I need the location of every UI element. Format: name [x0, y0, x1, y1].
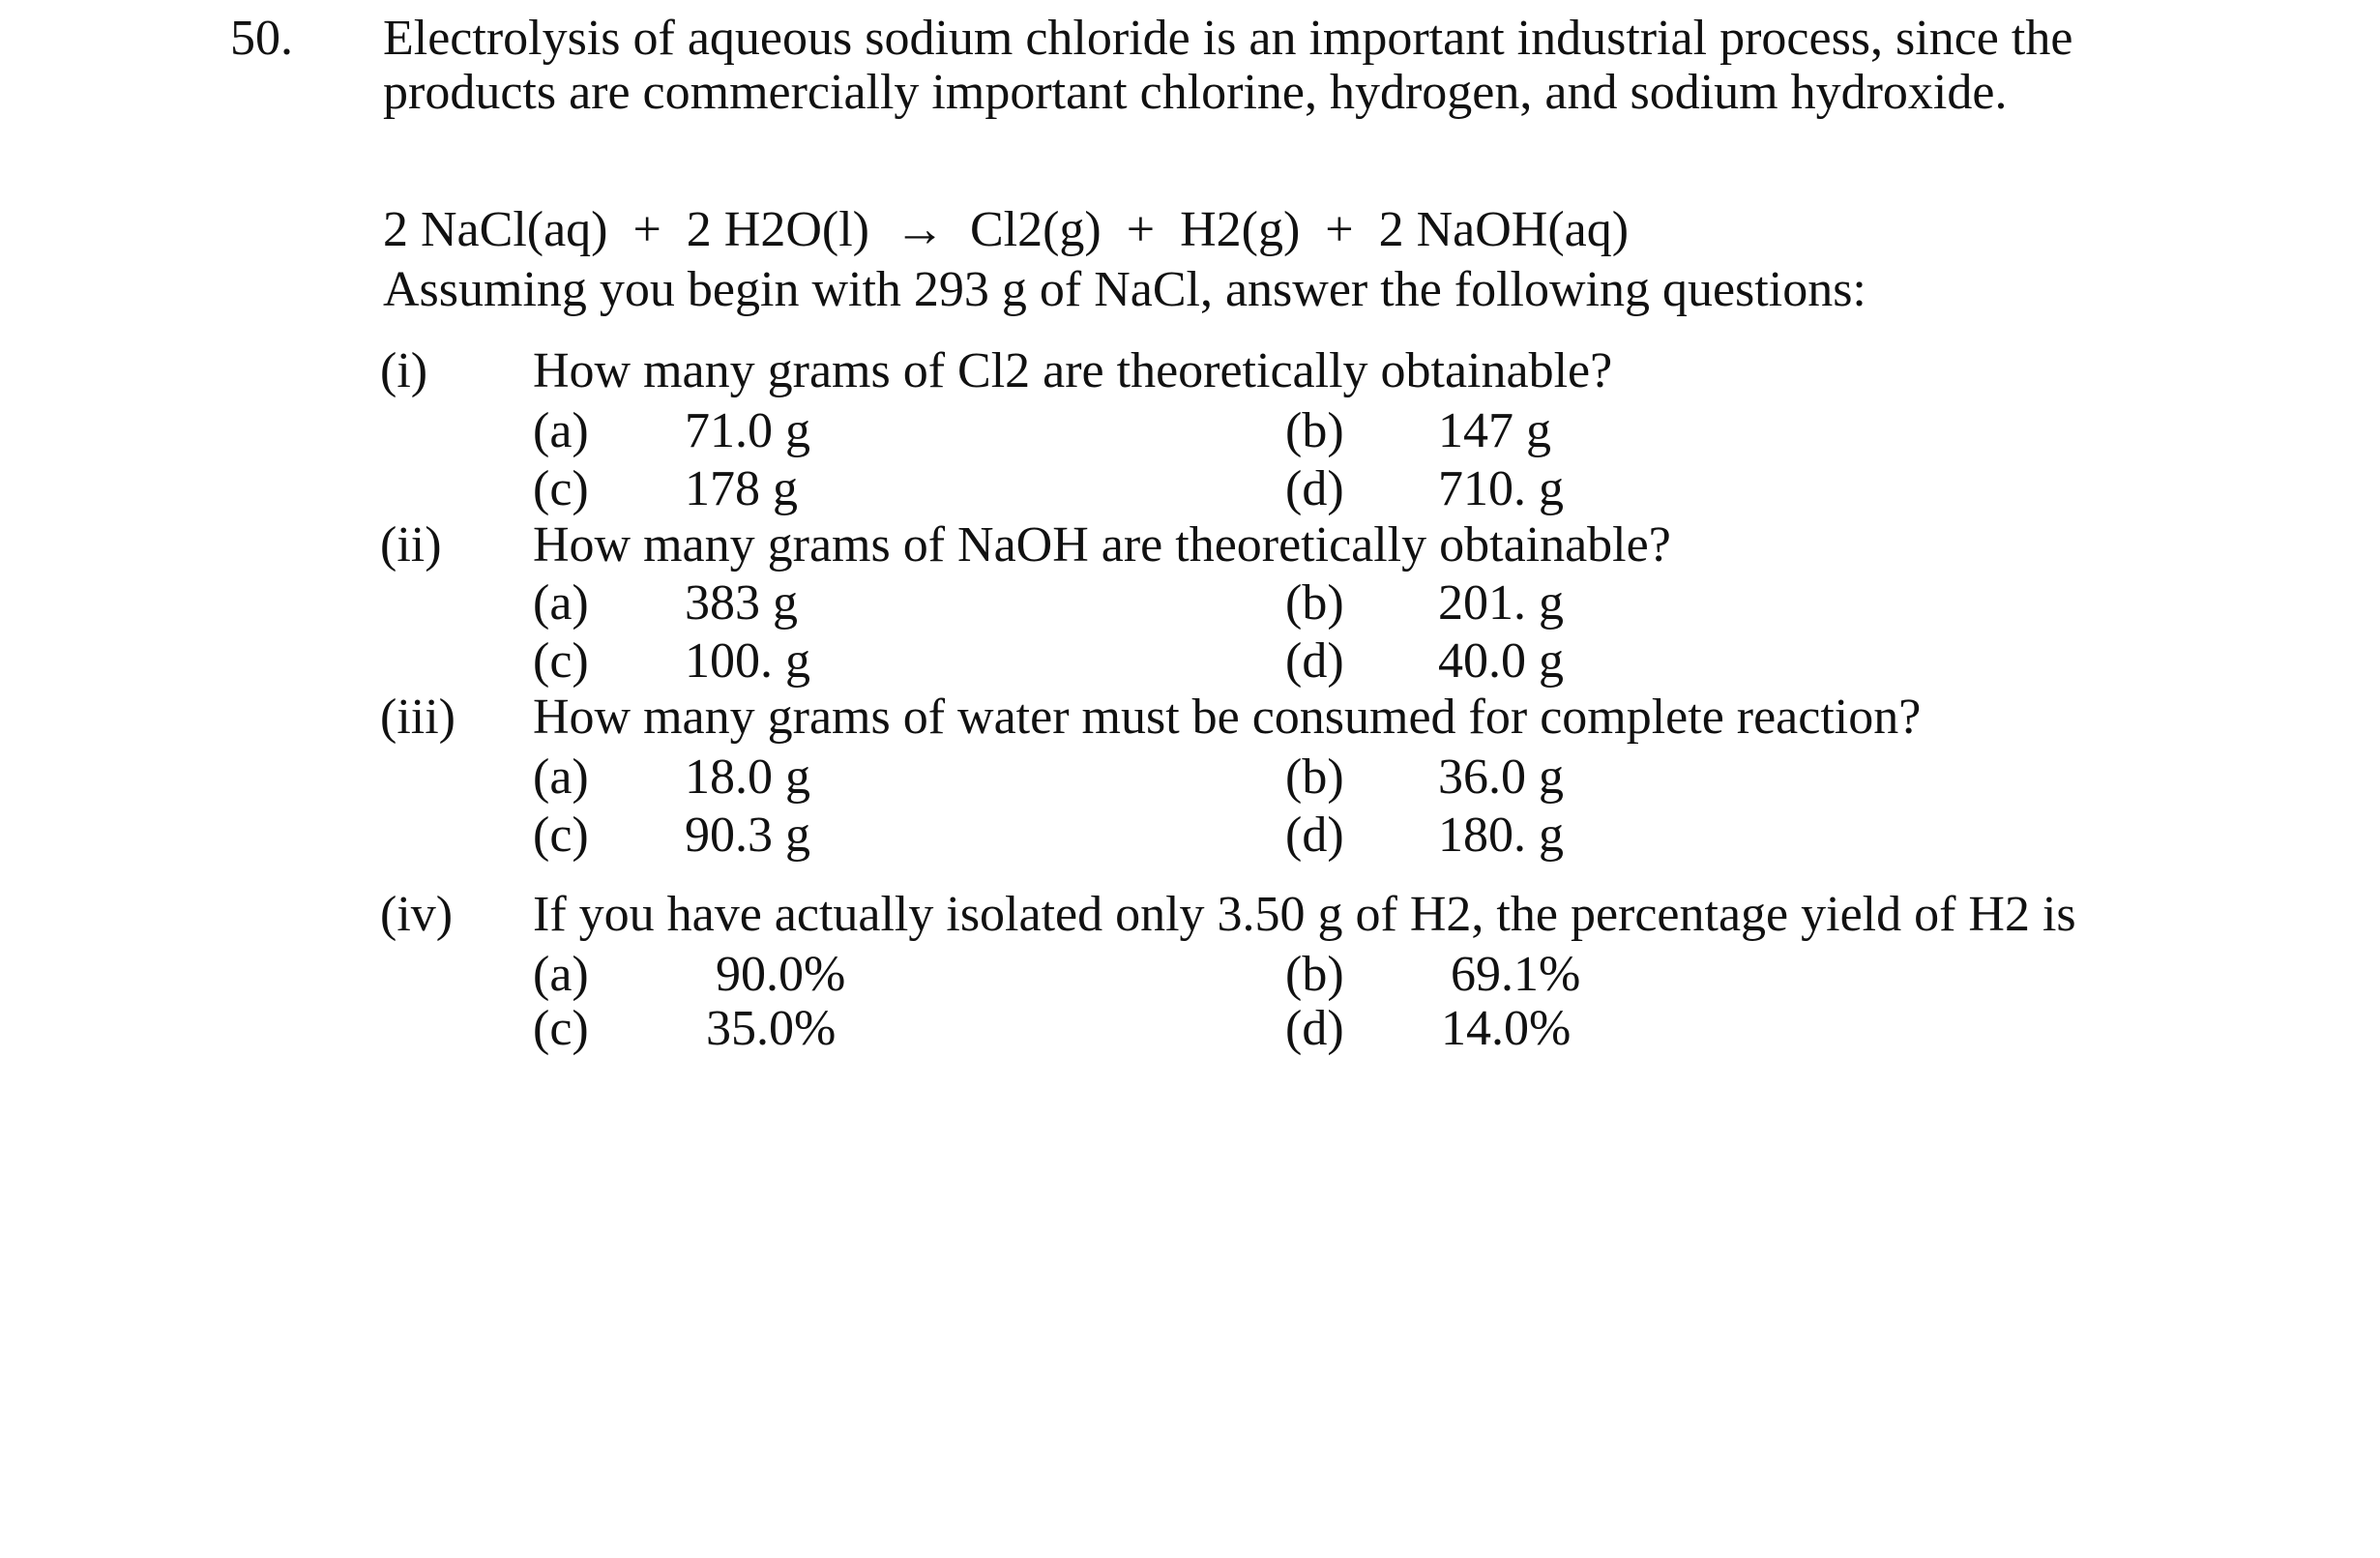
question-label: (iv)	[380, 887, 454, 942]
option-letter: (c)	[533, 808, 589, 863]
option-letter: (a)	[533, 403, 589, 458]
option-value: 178 g	[685, 461, 798, 516]
option-value: 710. g	[1438, 461, 1564, 516]
option-letter: (c)	[533, 1001, 589, 1056]
chemical-equation: 2 NaCl(aq) + 2 H2O(l) → Cl2(g) + H2(g) + 2 NaOH(aq)	[383, 202, 1630, 257]
option-value: 201. g	[1438, 575, 1564, 631]
option-letter: (a)	[533, 750, 589, 805]
option-letter: (b)	[1285, 403, 1344, 458]
question-text: How many grams of water must be consumed for complete reaction?	[533, 690, 1922, 745]
option-letter: (d)	[1285, 633, 1344, 689]
option-letter: (c)	[533, 461, 589, 516]
option-value: 100. g	[685, 633, 810, 689]
option-value: 90.3 g	[685, 808, 810, 863]
option-value: 40.0 g	[1438, 633, 1564, 689]
option-value: 180. g	[1438, 808, 1564, 863]
question-label: (iii)	[380, 690, 455, 745]
question-text: How many grams of Cl2 are theoretically obtainable?	[533, 343, 1613, 398]
question-text: If you have actually isolated only 3.50 g of H2, the percentage yield of H2 is	[533, 887, 2076, 942]
option-letter: (d)	[1285, 1001, 1344, 1056]
option-letter: (d)	[1285, 461, 1344, 516]
option-letter: (a)	[533, 575, 589, 631]
option-value: 147 g	[1438, 403, 1551, 458]
option-value: 69.1%	[1451, 947, 1581, 1002]
assumption-text: Assuming you begin with 293 g of NaCl, answer the following questions:	[383, 262, 1866, 317]
option-value: 383 g	[685, 575, 798, 631]
option-letter: (c)	[533, 633, 589, 689]
intro-line-1: Electrolysis of aqueous sodium chloride is an important industrial process, since the	[383, 11, 2073, 66]
option-value: 71.0 g	[685, 403, 810, 458]
option-letter: (d)	[1285, 808, 1344, 863]
option-value: 14.0%	[1441, 1001, 1572, 1056]
problem-number: 50.	[230, 11, 293, 66]
option-value: 35.0%	[706, 1001, 837, 1056]
intro-line-2: products are commercially important chlorine, hydrogen, and sodium hydroxide.	[383, 65, 2008, 120]
question-label: (i)	[380, 343, 428, 398]
question-text: How many grams of NaOH are theoretically obtainable?	[533, 517, 1671, 573]
option-letter: (b)	[1285, 750, 1344, 805]
option-letter: (a)	[533, 947, 589, 1002]
option-letter: (b)	[1285, 575, 1344, 631]
question-label: (ii)	[380, 517, 442, 573]
option-value: 18.0 g	[685, 750, 810, 805]
option-value: 90.0%	[716, 947, 846, 1002]
option-letter: (b)	[1285, 947, 1344, 1002]
option-value: 36.0 g	[1438, 750, 1564, 805]
